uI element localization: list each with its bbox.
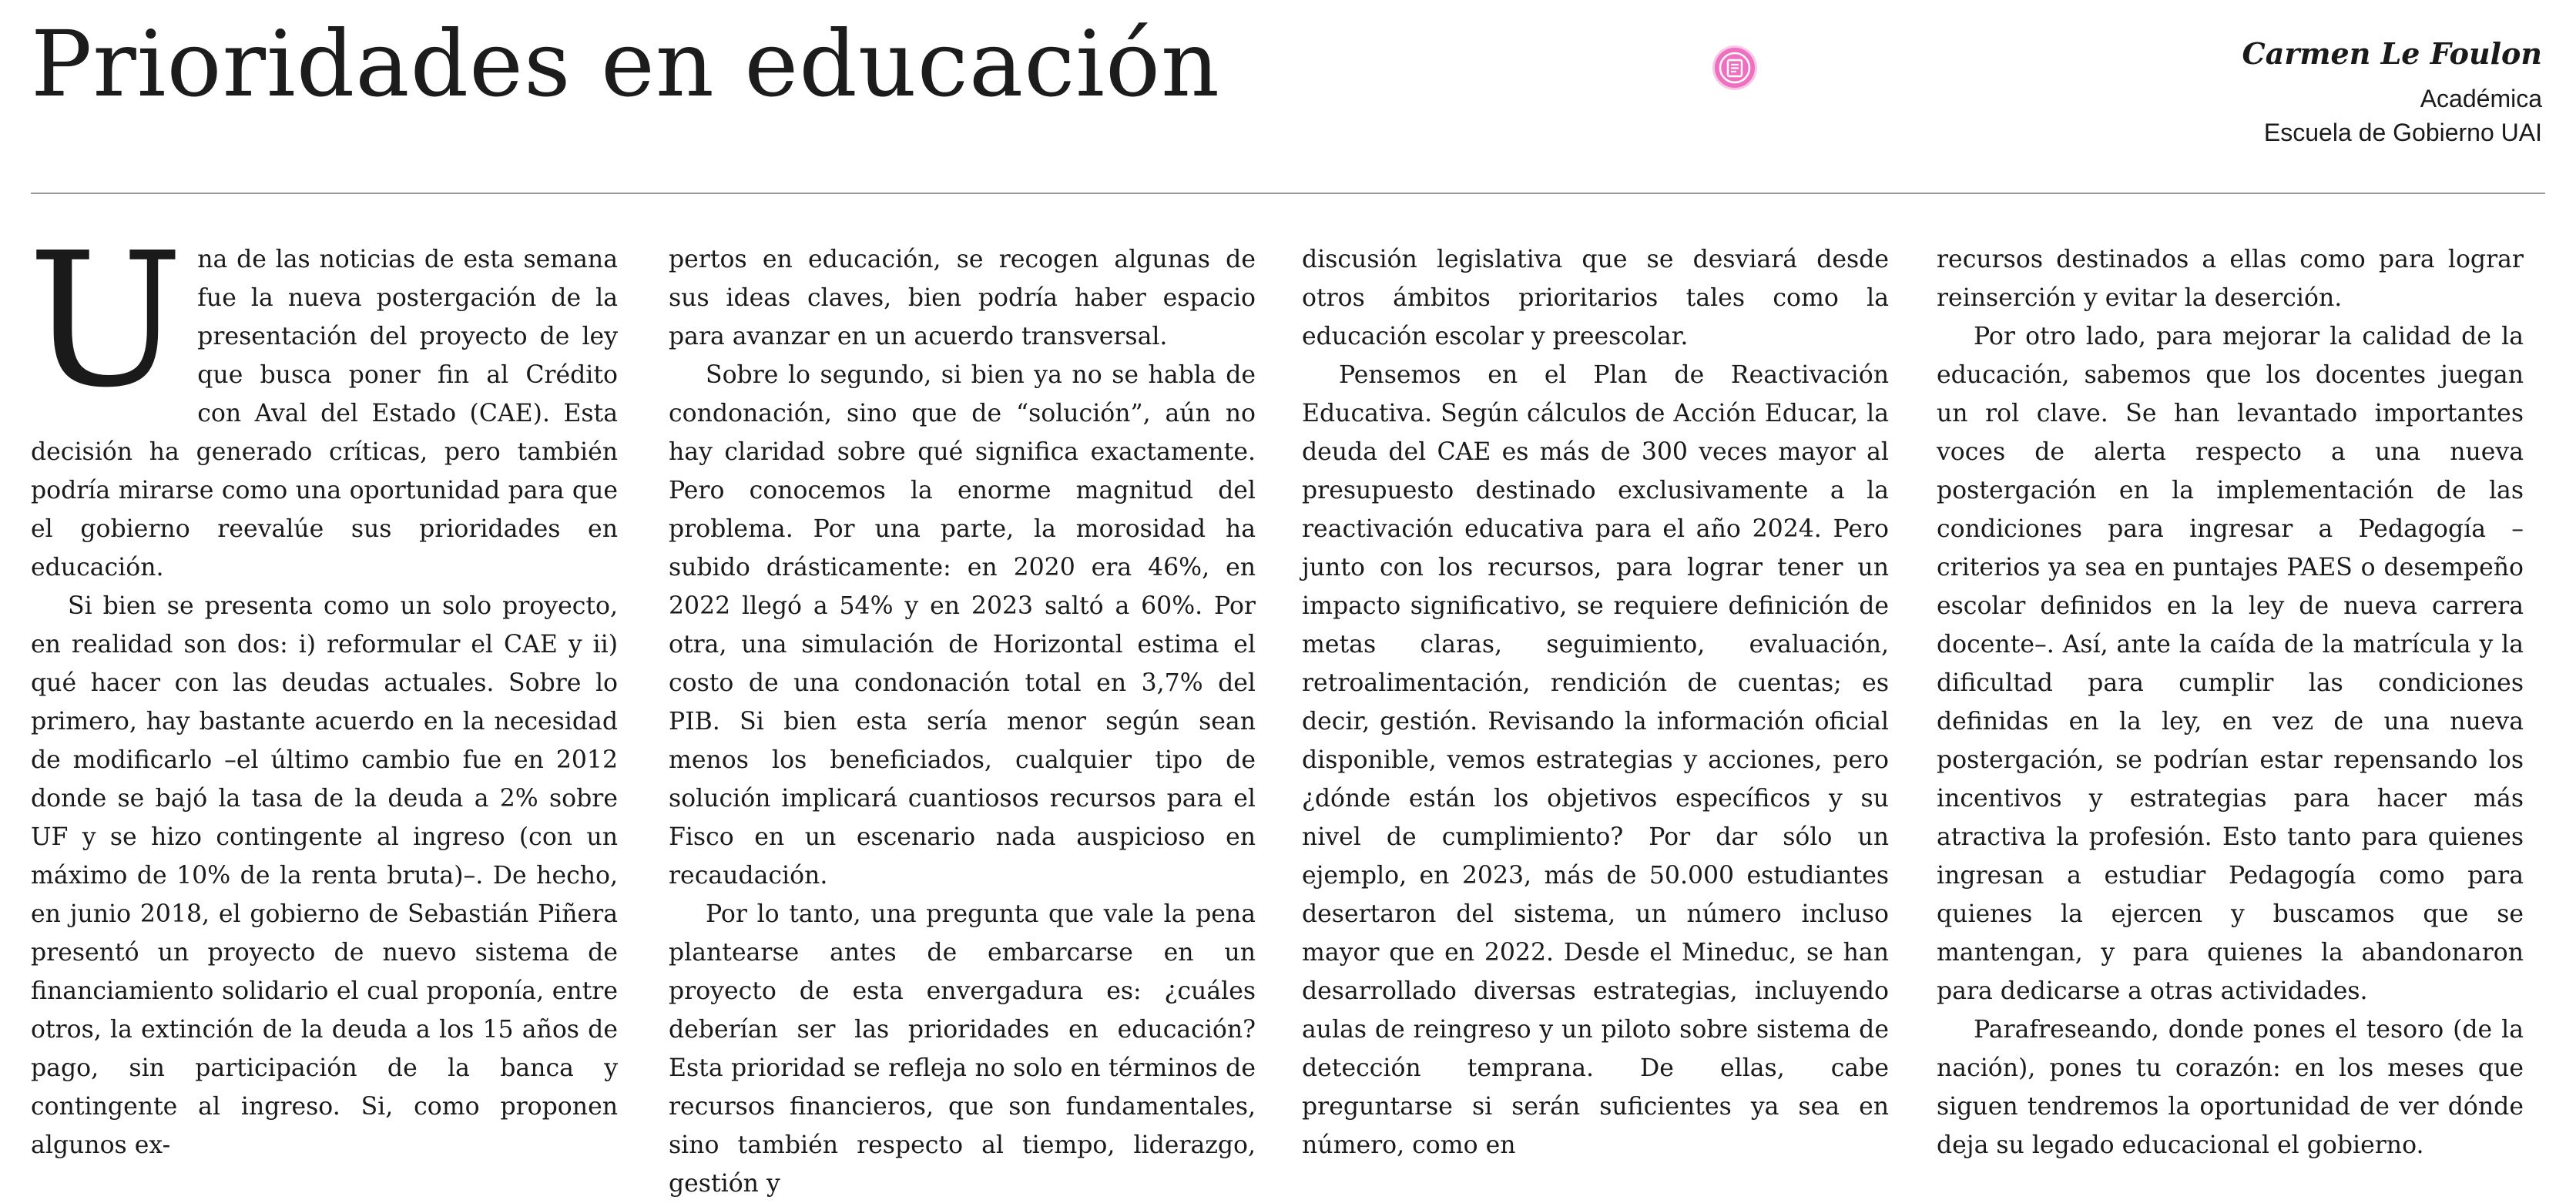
header-divider — [31, 193, 2545, 194]
paragraph: Por otro lado, para mejorar la calidad de la educación, sabemos que los docentes juegan un rol clave. Se han levantado importantes voces de alerta respecto a una nueva postergación en la implementación de las condiciones para ingresar a Pedagogía –criterios ya sea en puntajes PAES o desempeño escolar definidos en la ley de nueva carrera docente–. Así, ante la caída de la matrícula y la dificultad para cumplir las condiciones definidas en la ley, en vez de una nueva postergación, se podrían estar repensando los incentivos y estrategias para hacer más atractiva la profesión. Esto tanto para quienes ingresan a estudiar Pedagogía como para quienes la ejercen y buscamos que se mantengan, y para quienes la abandonaron para dedicarse a otras actividades. — [1937, 323, 2524, 1005]
paragraph — [28, 213, 618, 587]
paragraph-text: na de las noticias de esta semana fue la nueva postergación de la presentación del proyecto de ley que busca poner fin al Crédito con Aval del Estado (CAE). Esta decisión ha generado críticas, pero también podría mirarse como una oportunidad para que el gobierno reevalúe sus prioridades en educación. — [31, 246, 618, 581]
author-institution: Escuela de Gobierno UAI — [2263, 119, 2542, 146]
article-column-3 — [1302, 240, 1889, 1164]
headline: Prioridades en educación — [31, 11, 1221, 117]
paragraph: discusión legislativa que se desviará desde otros ámbitos prioritarios tales como la educación escolar y preescolar. — [1302, 246, 1889, 350]
paragraph: recursos destinados a ellas como para lograr reinserción y evitar la deserción. — [1937, 246, 2524, 312]
author-name: Carmen Le Foulon — [2242, 36, 2542, 71]
author-role: Académica — [2420, 85, 2542, 112]
document-list-icon-graphic — [1715, 48, 1755, 88]
article-column-4 — [1937, 240, 2524, 1164]
paragraph: pertos en educación, se recogen algunas de sus ideas claves, bien podría haber espacio para avanzar en un acuerdo transversal. — [669, 246, 1256, 350]
paragraph: Sobre lo segundo, si bien ya no se habla de condonación, sino que de “solución”, aún no hay claridad sobre qué significa exactamente. Pero conocemos la enorme magnitud del problema. Por una parte, la morosidad ha subido drásticamente: en 2020 era 46%, en 2022 llegó a 54% y en 2023 saltó a 60%. Por otra, una simulación de Horizontal estima el costo de una condonación total en 3,7% del PIB. Si bien esta sería menor según sean menos los beneficiados, cualquier tipo de solución implicará cuantiosos recursos para el Fisco en un escenario nada auspicioso en recaudación. — [669, 361, 1256, 890]
byline — [2242, 34, 2542, 149]
paragraph: Pensemos en el Plan de Reactivación Educativa. Según cálculos de Acción Educar, la deuda del CAE es más de 300 veces mayor al presupuesto destinado exclusivamente a la reactivación educativa para el año 2024. Pero junto con los recursos, para lograr tener un impacto significativo, se requiere definición de metas claras, seguimiento, evaluación, retroalimentación, rendición de cuentas; es decir, gestión. Revisando la información oficial disponible, vemos estrategias y acciones, pero ¿dónde están los objetivos específicos y su nivel de cumplimiento? Por dar sólo un ejemplo, en 2023, más de 50.000 estudiantes desertaron del sistema, un número incluso mayor que en 2022. Desde el Mineduc, se han desarrollado diversas estrategias, incluyendo aulas de reingreso y un piloto sobre sistema de detección temprana. De ellas, cabe preguntarse si serán suficientes ya sea en número, como en — [1302, 361, 1889, 1159]
paragraph: Por lo tanto, una pregunta que vale la pena plantearse antes de embarcarse en un proyecto de esta envergadura es: ¿cuáles deberían ser las prioridades en educación? Esta prioridad se refleja no solo en términos de recursos financieros, que son fundamentales, sino también respecto al tiempo, liderazgo, gestión y — [669, 900, 1256, 1198]
article-column-2 — [669, 240, 1256, 1203]
article-column-1 — [28, 213, 618, 1164]
document-list-icon[interactable] — [1715, 48, 1755, 88]
paragraph: Parafreseando, donde pones el tesoro (de la nación), pones tu corazón: en los meses que siguen tendremos la oportunidad de ver dónde deja su legado educacional el gobierno. — [1937, 1016, 2524, 1159]
paragraph: Si bien se presenta como un solo proyecto, en realidad son dos: i) reformular el CAE y ii) qué hacer con las deudas actuales. Sobre lo primero, hay bastante acuerdo en la necesidad de modificarlo –el último cambio fue en 2012 donde se bajó la tasa de la deuda a 2% sobre UF y se hizo contingente al ingreso (con un máximo de 10% de la renta bruta)–. De hecho, en junio 2018, el gobierno de Sebastián Piñera presentó un proyecto de nuevo sistema de financiamiento solidario el cual proponía, entre otros, la extinción de la deuda a los 15 años de pago, sin participación de la banca y contingente al ingreso. Si, como proponen algunos ex- — [31, 592, 618, 1159]
drop-cap: U — [28, 213, 184, 428]
